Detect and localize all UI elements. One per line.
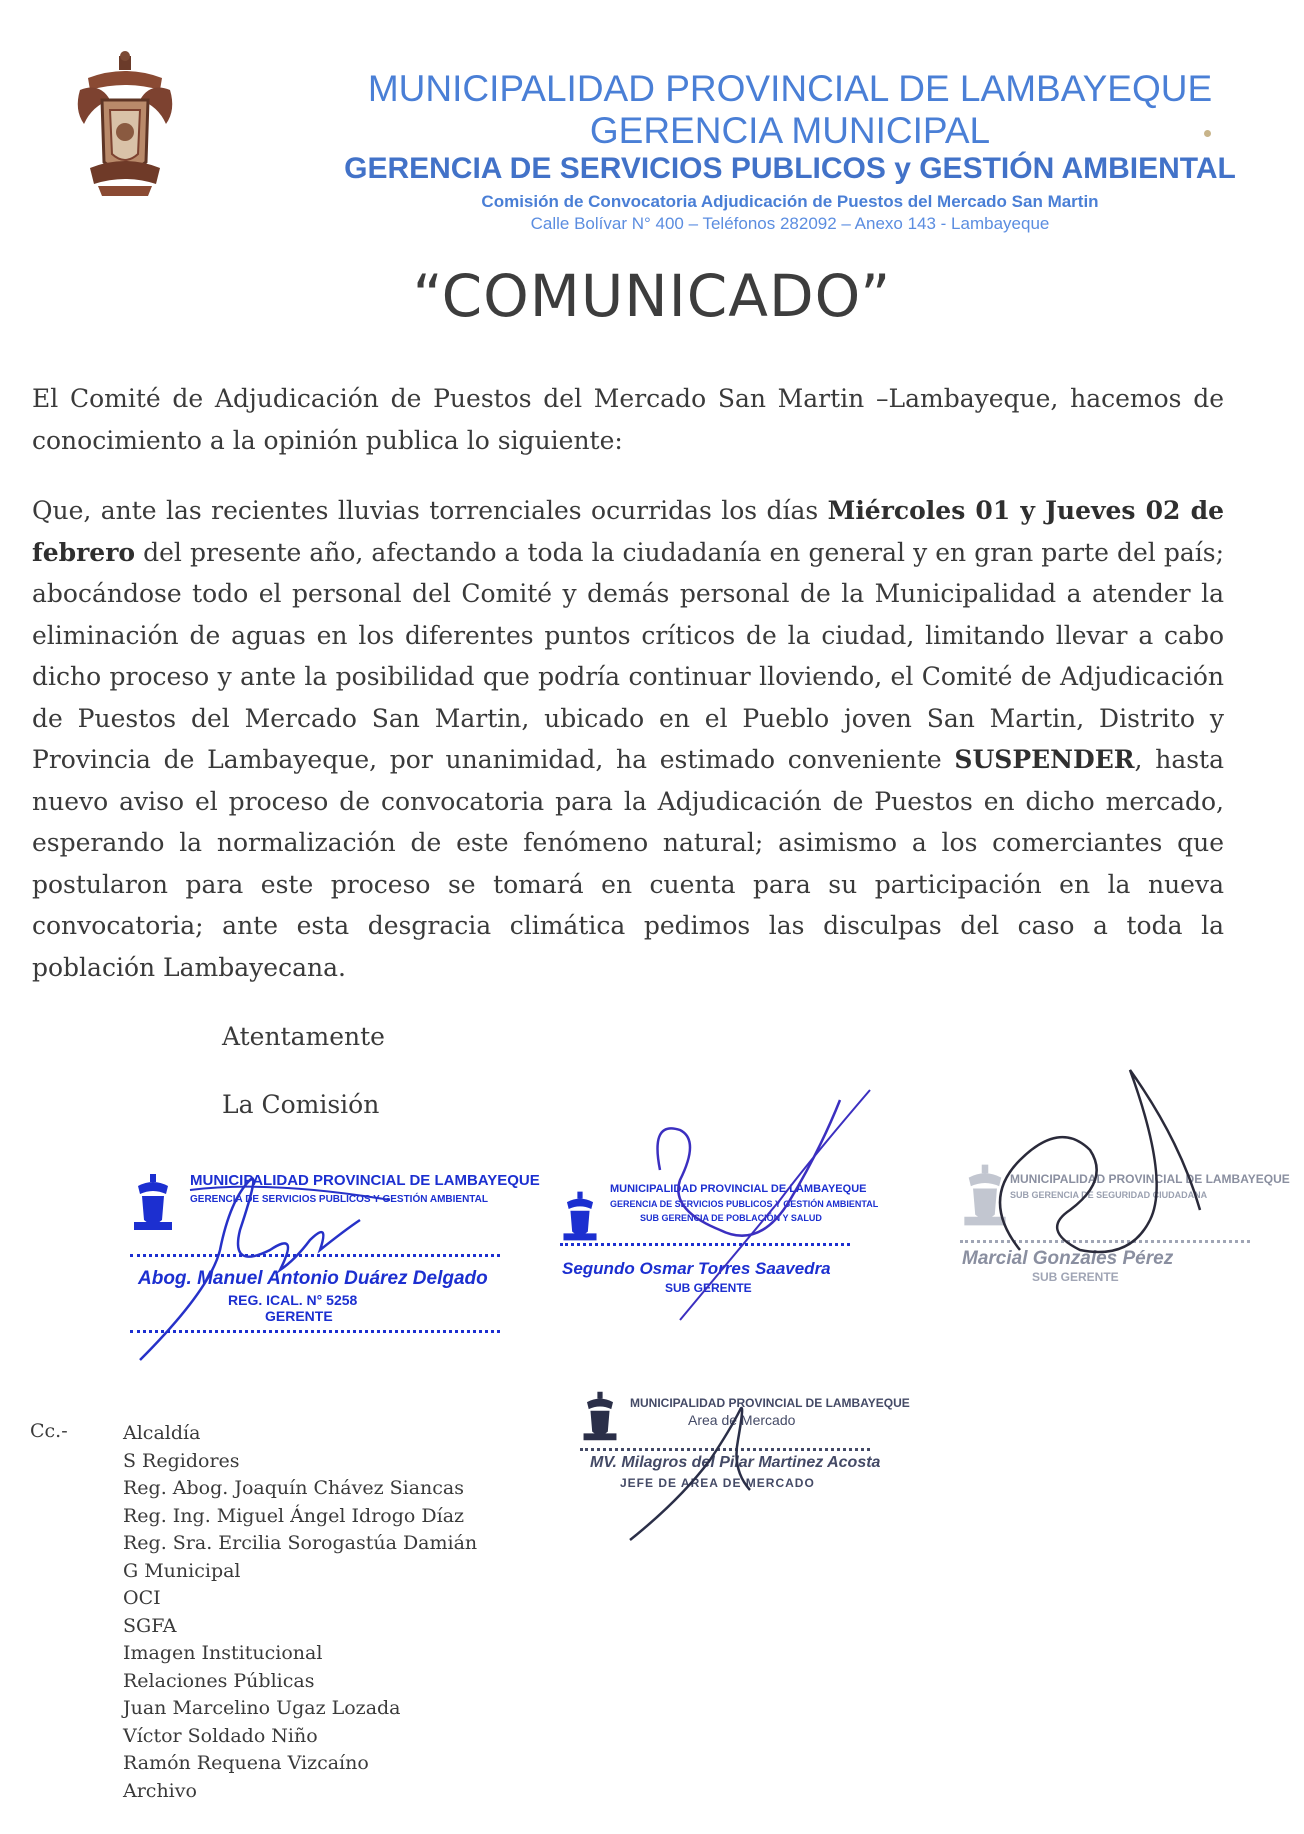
- cc-recipient: Reg. Ing. Miguel Ángel Idrogo Díaz: [123, 1504, 465, 1527]
- stamp3-org: MUNICIPALIDAD PROVINCIAL DE LAMBAYEQUE: [1010, 1172, 1290, 1186]
- cc-recipient: Archivo: [123, 1779, 197, 1802]
- stamp-crest-icon: [960, 1160, 1010, 1230]
- cc-recipient: Relaciones Públicas: [123, 1669, 315, 1692]
- cc-recipient: Juan Marcelino Ugaz Lozada: [123, 1697, 401, 1719]
- stamp4-role: JEFE DE AREA DE MERCADO: [620, 1476, 815, 1490]
- cc-label: Cc.-: [30, 1420, 68, 1442]
- cc-recipient: S Regidores: [123, 1449, 240, 1472]
- cc-recipient: SGFA: [123, 1614, 177, 1637]
- stamp2-dept: GERENCIA DE SERVICIOS PUBLICOS Y GESTIÓN AMBIENTAL: [610, 1199, 879, 1209]
- body-text-3: , hasta nuevo aviso el proceso de convocatoria para la Adjudicación de Puestos en dicho mercado, esperando la normalización de este fenómeno natural; asimismo a los comerciantes que postularon para este proceso se tomará en cuenta para su participación en la nueva convocatoria; ante esta desgracia climática pedimos las disculpas del caso a toda la población Lambayecana.: [32, 745, 1224, 982]
- signature-stamp-3: [960, 1160, 1290, 1290]
- stamp1-reg: REG. ICAL. N° 5258: [228, 1292, 358, 1308]
- stamp2-subdept: SUB GERENCIA DE POBLACIÓN Y SALUD: [640, 1213, 822, 1223]
- stamp3-dept: SUB GERENCIA DE SEGURIDAD CIUDADANA: [1010, 1190, 1208, 1200]
- stamp2-divider: [560, 1243, 850, 1246]
- cc-recipient: Alcaldía: [123, 1422, 201, 1444]
- cc-recipient: G Municipal: [123, 1559, 241, 1582]
- body-dates: Miércoles 01 y Jueves 02 de febrero: [32, 496, 1224, 567]
- page-title: “COMUNICADO”: [412, 262, 892, 330]
- signature-stamp-1: [130, 1170, 540, 1340]
- body-paragraph: [32, 490, 1224, 988]
- cc-recipient: Víctor Soldado Niño: [123, 1724, 318, 1747]
- stamp-crest-icon: [560, 1189, 600, 1243]
- stamp4-name: MV. Milagros del Pilar Martinez Acosta: [590, 1454, 881, 1471]
- cc-recipient: OCI: [123, 1587, 161, 1609]
- stamp1-divider: [130, 1254, 500, 1257]
- header-address: Calle Bolívar N° 400 – Teléfonos 282092 – Anexo 143 - Lambayeque: [530, 214, 1050, 233]
- stamp2-name: Segundo Osmar Torres Saavedra: [562, 1259, 831, 1278]
- stamp1-dept: GERENCIA DE SERVICIOS PUBLICOS Y GESTIÓN AMBIENTAL: [190, 1194, 489, 1205]
- stamp3-divider: [960, 1240, 1250, 1243]
- intro-paragraph: El Comité de Adjudicación de Puestos del Mercado San Martin –Lambayeque, hacemos de conocimiento a la opinión publica lo siguiente:: [32, 384, 1224, 455]
- stamp1-org: MUNICIPALIDAD PROVINCIAL DE LAMBAYEQUE: [190, 1172, 540, 1189]
- stamp3-role: SUB GERENTE: [1032, 1270, 1119, 1284]
- stamp3-name: Marcial Gonzales Pérez: [962, 1248, 1174, 1269]
- coat-of-arms-icon: [70, 50, 180, 200]
- cc-recipient: Reg. Abog. Joaquín Chávez Siancas: [123, 1477, 464, 1499]
- cc-recipient: Reg. Sra. Ercilia Sorogastúa Damián: [123, 1532, 478, 1554]
- stamp-crest-icon: [580, 1390, 620, 1442]
- signature-stamp-4: [580, 1390, 910, 1520]
- stamp-crest-icon: [130, 1172, 176, 1232]
- stamp2-role: SUB GERENTE: [665, 1281, 752, 1295]
- body-text-2: del presente año, afectando a toda la ciudadanía en general y en gran parte del país; abocándose todo el personal del Comité y demás personal de la Municipalidad a atender la eliminación de aguas en los diferentes puntos críticos de la ciudad, limitando llevar a cabo dicho proceso y ante la posibilidad que podría continuar lloviendo, el Comité de Adjudicación de Puestos del Mercado San Martin, ubicado en el Pueblo joven San Martin, Distrito y Provincia de Lambayeque, por unanimidad, ha estimado conveniente: [32, 537, 1224, 774]
- closing-greeting: Atentamente: [222, 1022, 385, 1051]
- body-text-1: Que, ante las recientes lluvias torrenciales ocurridas los días: [32, 496, 828, 525]
- stamp1-name: Abog. Manuel Antonio Duárez Delgado: [138, 1268, 488, 1289]
- stamp1-divider-bottom: [130, 1330, 500, 1333]
- body-suspend: SUSPENDER: [954, 745, 1135, 774]
- stamp2-org: MUNICIPALIDAD PROVINCIAL DE LAMBAYEQUE: [610, 1183, 867, 1195]
- signature-stamp-2: [560, 1175, 879, 1315]
- header-subdepartment: GERENCIA DE SERVICIOS PUBLICOS y GESTIÓN AMBIENTAL: [344, 152, 1236, 185]
- header-department: GERENCIA MUNICIPAL: [589, 110, 991, 151]
- stamp4-divider: [580, 1448, 870, 1451]
- cc-recipient-list: [123, 1420, 477, 1805]
- closing-signer: La Comisión: [222, 1090, 380, 1119]
- cc-recipient: Imagen Institucional: [123, 1642, 323, 1664]
- stamp4-org: MUNICIPALIDAD PROVINCIAL DE LAMBAYEQUE: [630, 1396, 910, 1410]
- stamp4-dept: Area de Mercado: [688, 1412, 796, 1428]
- header-commission: Comisión de Convocatoria Adjudicación de Puestos del Mercado San Martin: [481, 192, 1099, 211]
- stamp1-role: GERENTE: [265, 1308, 333, 1324]
- header-organization: MUNICIPALIDAD PROVINCIAL DE LAMBAYEQUE: [367, 68, 1213, 109]
- cc-recipient: Ramón Requena Vizcaíno: [123, 1752, 369, 1774]
